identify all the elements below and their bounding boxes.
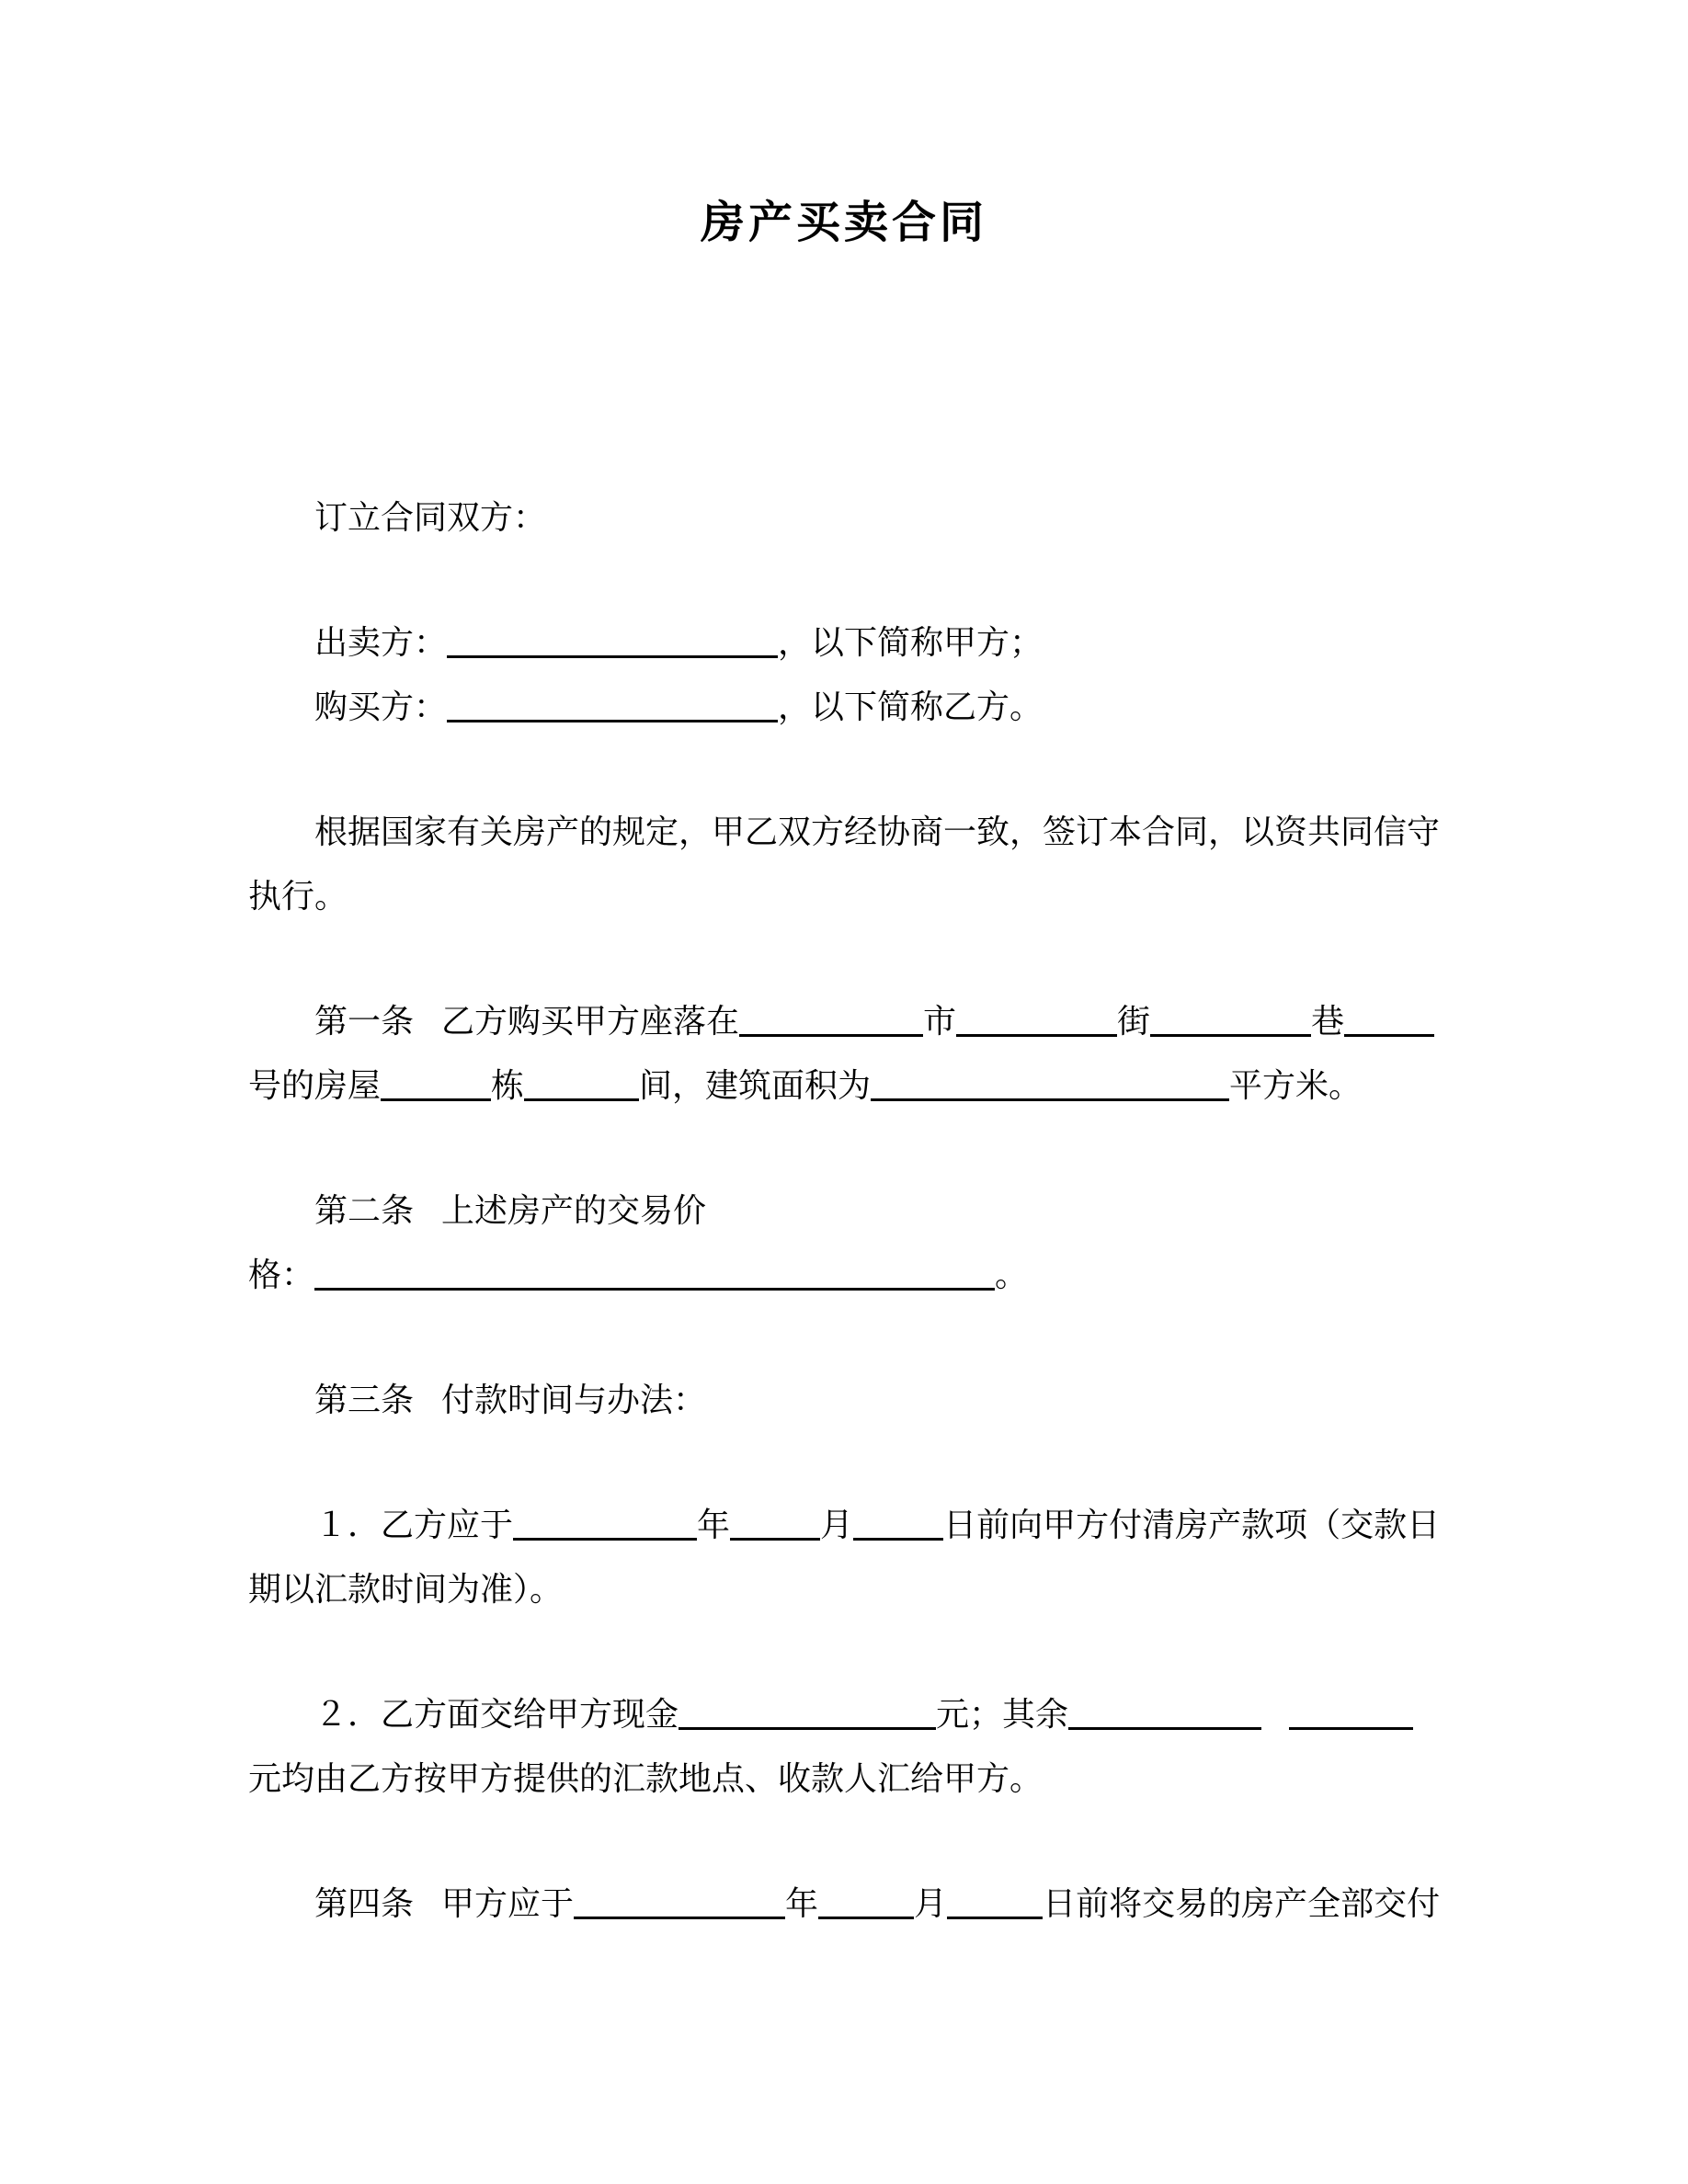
article2-period: 。 [995, 1257, 1029, 1293]
article1-line-2 [248, 1053, 1440, 1118]
area-unit-label: 平方米。 [1229, 1067, 1363, 1104]
seller-line [248, 610, 1440, 675]
item2-text-2: 元均由乙方按甲方提供的汇款地点、收款人汇给甲方。 [248, 1760, 1044, 1797]
article1-line-1 [248, 989, 1440, 1053]
buyer-name-blank [447, 720, 778, 722]
article3-head: 第三条 [314, 1382, 415, 1418]
item1-tail: 日前向甲方付清房产款项（交款日 [943, 1507, 1441, 1543]
article2-line-2 [248, 1243, 1440, 1307]
article2-line-1 [248, 1178, 1440, 1243]
buyer-line [248, 675, 1440, 739]
area-blank [871, 1098, 1229, 1101]
article4-month-blank [818, 1917, 914, 1919]
article2-text: 上述房产的交易价 [441, 1192, 707, 1229]
article4-head: 第四条 [314, 1885, 415, 1922]
article4-tail: 日前将交易的房产全部交付 [1043, 1885, 1441, 1922]
article1-head: 第一条 [314, 1003, 415, 1040]
item1-day-blank [853, 1538, 943, 1541]
article3-item1-line-2 [248, 1557, 1440, 1621]
cash-amount-blank [679, 1727, 936, 1730]
article3-item2-line-1 [248, 1682, 1440, 1746]
basis-text-1: 根据国家有关房产的规定，甲乙双方经协商一致，签订本合同，以资共同信守 [314, 813, 1441, 850]
remainder-blank-2 [1289, 1727, 1413, 1730]
house-number-blank [1344, 1034, 1434, 1037]
intro-text: 订立合同双方： [314, 499, 547, 536]
buyer-suffix: ，以下简称乙方。 [778, 688, 1044, 725]
item1-number: １． [314, 1507, 382, 1543]
item2-number: ２． [314, 1696, 382, 1733]
lane-blank [1150, 1034, 1311, 1037]
seller-suffix: ，以下简称甲方； [778, 624, 1044, 661]
item1-lead: 乙方应于 [381, 1507, 514, 1543]
lane-label: 巷 [1311, 1003, 1345, 1040]
city-label: 市 [923, 1003, 957, 1040]
item1-year-blank [513, 1538, 697, 1541]
item2-mid: 元；其余 [936, 1696, 1069, 1733]
article4-month-label: 月 [914, 1885, 948, 1922]
city-blank [739, 1034, 923, 1037]
article4-year-blank [574, 1917, 785, 1919]
room-label: 间，建筑面积为 [639, 1067, 872, 1104]
building-blank [381, 1098, 491, 1101]
item1-year-label: 年 [697, 1507, 731, 1543]
basis-line-2 [248, 864, 1440, 928]
article4-line-1 [248, 1871, 1440, 1936]
street-label: 街 [1117, 1003, 1151, 1040]
price-blank [314, 1288, 995, 1291]
article3-line-1 [248, 1368, 1440, 1432]
article3-item2-line-2 [248, 1746, 1440, 1811]
article3-item1-line-1 [248, 1493, 1440, 1557]
article1-lead2: 号的房屋 [248, 1067, 382, 1104]
article4-day-blank [947, 1917, 1043, 1919]
item2-lead: 乙方面交给甲方现金 [381, 1696, 679, 1733]
buyer-label: 购买方： [314, 688, 448, 725]
remainder-blank-1 [1068, 1727, 1261, 1730]
article2-lead2: 格： [248, 1257, 315, 1293]
document-title: 房产买卖合同 [700, 199, 987, 247]
building-label: 栋 [491, 1067, 525, 1104]
article4-lead: 甲方应于 [441, 1885, 575, 1922]
basis-line-1 [248, 800, 1440, 864]
seller-label: 出卖方： [314, 624, 448, 661]
item1-month-blank [730, 1538, 820, 1541]
seller-name-blank [447, 655, 778, 658]
item1-month-label: 月 [820, 1507, 854, 1543]
room-blank [524, 1098, 639, 1101]
street-blank [956, 1034, 1117, 1037]
intro-line [248, 485, 1440, 550]
item1-text-2: 期以汇款时间为准）。 [248, 1571, 564, 1608]
article2-head: 第二条 [314, 1192, 415, 1229]
article3-text: 付款时间与办法： [441, 1382, 707, 1418]
article4-year-label: 年 [785, 1885, 819, 1922]
article1-lead: 乙方购买甲方座落在 [441, 1003, 740, 1040]
basis-text-2: 执行。 [248, 878, 348, 915]
